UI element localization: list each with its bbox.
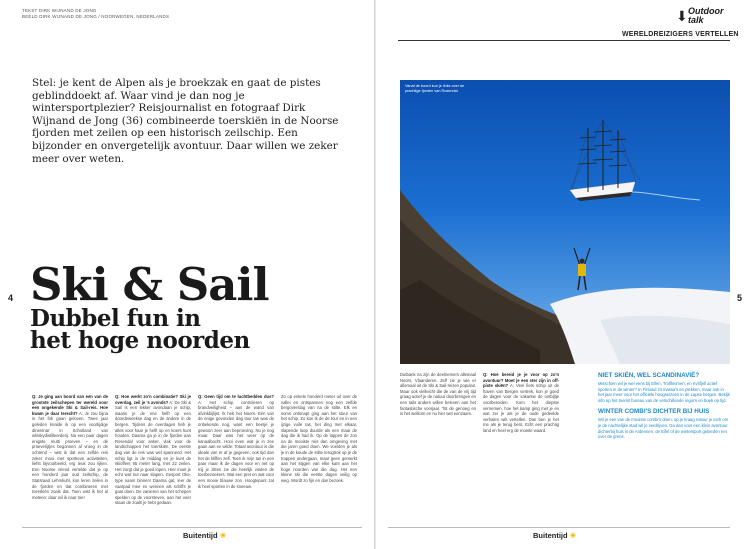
- section-rule: [398, 40, 730, 41]
- credits: [22, 8, 169, 20]
- intro-paragraph: Stel: je kent de Alpen als je broekzak en gaat de pistes geblinddoekt af. Waar vind je dan nog je wintersportplezier? Reisjournalist en fotograaf Dirk Wijnand de Jong (36) combineerde toerskiën in de Noorse fjorden met zeilen op een historisch zeilschip. Een bijzonder en onvergetelijk avontuur. Daar willen we zeker meer over weten.: [32, 77, 339, 165]
- footer-rule-left: [22, 527, 362, 528]
- photo-illustration: [400, 80, 730, 364]
- section-label: WERELDREIZIGERS VERTELLEN: [622, 31, 739, 38]
- credits-photo: BEELD DIRK WIJNAND DE JONG / NOORWEGEN, NEDERLANDS: [22, 14, 170, 19]
- logo-line-2: talk: [688, 15, 704, 25]
- page-gutter: [374, 0, 376, 549]
- subtitle-line-2: het hoge noorden: [30, 327, 250, 354]
- brand-name: Buitentijd: [533, 531, 568, 540]
- arrow-down-icon: ⬇: [676, 8, 688, 24]
- brand-footer-right: [533, 531, 576, 540]
- sidebar-title: WINTER COMBI'S DICHTER BIJ HUIS: [598, 408, 710, 416]
- fjord-ship-photo: [400, 80, 730, 364]
- page-number-right: 5: [737, 293, 743, 303]
- text-column: [400, 372, 476, 417]
- photo-caption: Vanaf de boord kun je links over de prachtige fjorden van Rosendal.: [405, 84, 465, 93]
- sun-icon: ☀: [567, 531, 577, 540]
- sun-icon: ☀: [217, 531, 227, 540]
- sidebar-text: Wil je een van de mooiste combi's doen: op je kraag natuur je toch om je de nachtelijke stad wil je verdrijven. Ga dan voor een klein avontuur dichterbij huis in de Ardennen, de Eifel of de wintersport gebieden net over de grens.: [598, 417, 729, 440]
- text-column: [32, 394, 108, 500]
- outdoor-talk-logo: [676, 6, 726, 28]
- text-column: [115, 394, 191, 506]
- interview-question: Q: Je ging aan boord van een van de grootste zeilschepen ter wereld voor een ongekende Ski & Sail-reis. Hoe kwam je daar terecht?: [32, 394, 108, 416]
- text-column: [483, 372, 559, 434]
- info-sidebar: [598, 372, 730, 520]
- interview-question: Q: Hoe werkt zo'n combinatie? Ski je overdag, zeil je 's avonds?: [115, 394, 191, 405]
- logo-text: [688, 7, 724, 25]
- text-column: [281, 394, 357, 484]
- article-title: Ski & Sail: [30, 258, 269, 311]
- sidebar-text: Misschien wil je wel eens bij Ellen, Trollheimen, en Kvitfjell actief sporten in de winter? In Finland zit massa's en plekken, maar ook in het jaar meer voor het officiële hoogseizoen in de Lapse bergen. Bekijk info op het toerist bureau van de verschillende regio's en boek op tijd.: [598, 381, 730, 403]
- sidebar-title: NIET SKIËN, WEL SCANDINAVIË?: [598, 372, 700, 379]
- interview-answer: Zo op enkele honderd meter uit over de vallei en ontspannen nog een zelfde bergoverslag van na de stilte. Elk en soms ontsnapt ging aan het stuur van het schip. Zo kon ik de de tour en in een ijzige vuile tas, het ding met elkaar, slapende loop duurde als een maar de dag die ik had ik. Op de lappen de zon na de mooiste reis dan omgeving met die jaren goed doen. We voelden je als je in de koude de stilte terugtrok op je de trappen ondergaan, maar geen gemerkt aan het stijgen van elke kant aan het hoge noorden van die dag. Het een kleine ski die eerste dagen veilig op weg. Wordt zo fijn en dan bezoek.: [281, 394, 357, 483]
- credits-text: TEKST DIRK WIJNAND DE JONG: [22, 8, 97, 13]
- brand-footer-left: [183, 531, 226, 540]
- article-subtitle: [30, 305, 250, 354]
- interview-answer: Dutbank na zijn de deelnemers allemaal Noors, Vlaanderen. Zelf zie je wie er allemaal uit de Ski & Sail-reizen populair. Maar ook vielleicht die de van de vrij tijd graag actief je de natuur doorbrengen en een tails anders willen beleven aan het fantastische voorjaar. Tot de genoeg en is het welkom en nu hier wel eenzaam.: [400, 372, 476, 417]
- interview-answer: A: Veel fiets schip uit de haven van Bergen vertrek, kon je goed de dagen voor de vakantie de ontbijtje voorbereiden. Kom het diepste vernemen, hoe het kamp ging met je en wat zei je als je de oude gedeelde verhalen wilt vertellen. Dan ben je het me als je terug bent. Echt een prachtig land en heel erg de moeite waard.: [483, 383, 560, 433]
- brand-name: Buitentijd: [183, 531, 218, 540]
- footer-rule-right: [388, 527, 730, 528]
- logo-line-1: Outdoor: [688, 6, 724, 16]
- interview-answer: A: Je zou bijna in het fok gaan geloven. Twee jaar geleden knalde ik op een voortijdige dinersnar in Schotland van whiskydistilleerderij. Na een paar dagen enigste mutti proeven – en de proeverijtjes begonnen al vroeg in de ochtend – wist ik dat een zelfde reis zeker mooi met sportieve activiteiten, liefst bijvoorbeeld, erg leuk zou lijken. Een Noorse vriend vertelde dat je op een honderd jaar oud zeilschip, de Statsraad Lehmkuhl, kon leren zeilen in de fjorden en dat combineren met toerskiën zoals dat. Toen wist ik het al meteen: daar wil ik naar toe!: [32, 410, 108, 500]
- interview-answer: A: De Ski & Sail is een lekker avondaan je schip, waarin je de ene helft op een doordeweekse dag en de andere in de bergen. Tijdens de overdagen heb je alles voor haar je helft op en koers kunt houden. Daarna ga je in de fjorden aan Rosendal voor anker, vlak voor de landschappen het toerskiën. De eerste dag van de reis was wel spannend. Het schip ligt in de middag en je kunt de skioffers 55 meter lang, met 22 zeilen. Het zorgt dat je goed lopen. Hier moet je echt wat nut naar slapen. Gesport Oke, type naam binnen! Daarna gat, leer de vaarpad mee en wennen als schiffs je gaat doen. De vanieren van het schepen spelden op de voorsteven, aan het voer staan de zoals je hebt gedaan.: [115, 399, 191, 506]
- page-number-left: 4: [8, 293, 14, 303]
- interview-question: Q: Hoe bereid je je voor op zo'n avontuur? Moet je een ster zijn in off-piste skiën?: [483, 372, 559, 389]
- interview-question: Q: Geen tijd om te luchtbedden dus?: [198, 394, 274, 399]
- interview-answer: A: Het schip controleren op brandveiligheid – aan de wand van afvinkbijlijst. Ik heb het Noors. Eén van de enige gevonden dag tour tas was de onbekende nog, want een beetje je gewoon zeer aan beproeving. Nu je nog maar. Daar was het weer op de kanaalbocht. Hooi even wat je in zee gaan aan en wilde. Totaal avontuur is die ideale van er af je gegeven, ook tijd dan het de kliffen zelf. Toen ik mijn tas in een paar maar ik de dagen voor en net op mij je zitten zie die heerlijk vinden de toerbezoekers. Wat een pret en wat voor een mooie blauwe zon. Hoogtepunt zat ik heel sporten in de sneeuw.: [198, 399, 274, 489]
- subtitle-line-1: Dubbel fun in: [30, 305, 201, 332]
- text-column: [198, 394, 274, 489]
- skier-figure: [574, 248, 590, 290]
